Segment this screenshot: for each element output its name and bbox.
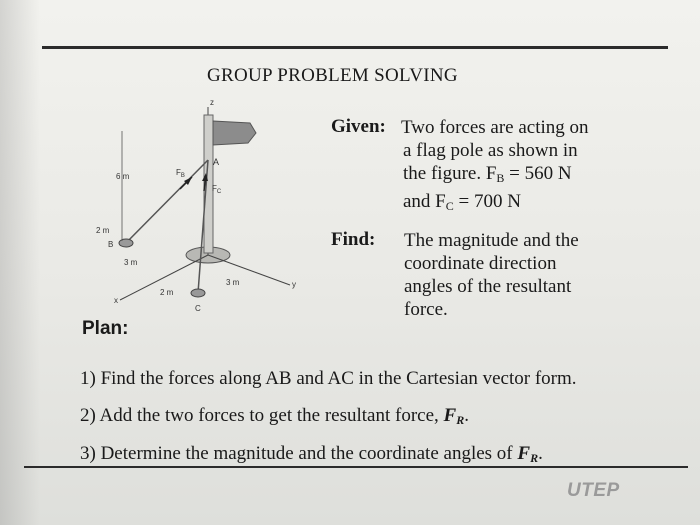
dim-6m-label: 6 m xyxy=(116,172,130,181)
plan-step-1: 1) Find the forces along AB and AC in the Cartesian vector form. xyxy=(80,368,577,389)
fc-label: $F_C$ xyxy=(212,184,222,195)
page-title: GROUP PROBLEM SOLVING xyxy=(207,65,458,86)
dim-3m-right-label: 3 m xyxy=(226,278,240,287)
point-a-label: A xyxy=(213,157,220,167)
anchor-b xyxy=(119,239,133,247)
plan-step-3: 3) Determine the magnitude and the coordinate angles of $F_R$. xyxy=(80,443,543,465)
find-label: Find: xyxy=(331,229,376,250)
dim-3m-left-label: 3 m xyxy=(124,258,138,267)
z-axis-label: z xyxy=(210,98,214,107)
find-line-2: coordinate direction xyxy=(404,253,557,274)
plan-step-2: 2) Add the two forces to get the resultant force, $F_R$. xyxy=(80,405,469,427)
point-c-label: C xyxy=(195,304,201,313)
given-line-3: the figure. $F_B = 560$ N xyxy=(403,163,572,185)
y-axis-label: y xyxy=(292,280,296,289)
find-line-3: angles of the resultant xyxy=(404,276,572,297)
utep-logo: UTEP xyxy=(567,480,620,501)
cable-ab xyxy=(126,160,208,243)
anchor-c xyxy=(191,289,205,297)
x-axis-label: x xyxy=(114,296,118,305)
find-line-1: The magnitude and the xyxy=(404,230,579,251)
bottom-rule xyxy=(24,466,688,468)
given-line-2: a flag pole as shown in xyxy=(403,140,578,161)
y-axis xyxy=(208,255,290,285)
flag-pole-figure xyxy=(96,95,330,320)
dim-2m-horiz-label: 2 m xyxy=(160,288,174,297)
page-shadow xyxy=(0,0,40,525)
given-text xyxy=(401,116,589,218)
find-line-4: force. xyxy=(404,299,448,320)
dim-2m-vert-label: 2 m xyxy=(96,226,110,235)
find-text xyxy=(404,229,579,321)
point-b-label: B xyxy=(108,240,114,249)
given-label: Given: xyxy=(331,116,386,137)
top-rule xyxy=(42,46,668,49)
fb-label: $F_B$ xyxy=(176,168,185,179)
given-line-4: and $F_C = 700$ N xyxy=(403,191,521,213)
flag xyxy=(213,121,256,145)
plan-label: Plan: xyxy=(82,318,129,339)
given-line-1: Two forces are acting on xyxy=(401,117,589,138)
